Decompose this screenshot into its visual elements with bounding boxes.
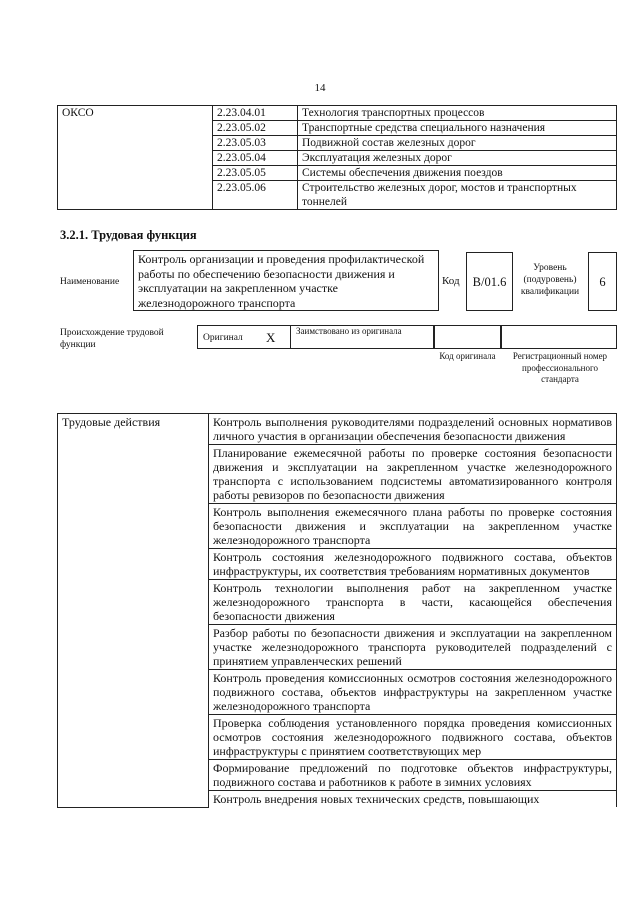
labor-action: Контроль состояния железнодорожного подвижного состава, объектов инфраструктуры, их соответствия требованиям нормативных документов bbox=[209, 549, 617, 580]
original-code-caption: Код оригинала bbox=[439, 351, 496, 361]
okso-code: 2.23.05.04 bbox=[213, 151, 298, 166]
labor-action: Разбор работы по безопасности движения и эксплуатации на закрепленном участке железнодорожного транспорта руководителей подразделений с принятием управленческих решений bbox=[209, 625, 617, 670]
original-code-box bbox=[434, 325, 501, 349]
reg-number-caption: Регистрационный номер профессионального стандарта bbox=[512, 351, 608, 384]
okso-code: 2.23.05.05 bbox=[213, 166, 298, 181]
labor-action: Проверка соблюдения установленного порядка проведения комиссионных осмотров состояния железнодорожного подвижного состава, объектов инфраструктуры с принятием соответствующих мер bbox=[209, 715, 617, 760]
labor-action: Контроль выполнения руководителями подразделений основных нормативов личного участия в организации обеспечения безопасности движения bbox=[209, 414, 617, 445]
table-row bbox=[58, 106, 617, 121]
okso-name: Транспортные средства специального назначения bbox=[298, 121, 617, 136]
okso-code: 2.23.04.01 bbox=[213, 106, 298, 121]
original-mark: X bbox=[266, 330, 276, 345]
okso-name: Системы обеспечения движения поездов bbox=[298, 166, 617, 181]
okso-name: Строительство железных дорог, мостов и транспортных тоннелей bbox=[298, 181, 617, 210]
okso-code: 2.23.05.06 bbox=[213, 181, 298, 210]
okso-table bbox=[57, 105, 617, 210]
reg-number-box bbox=[501, 325, 617, 349]
section-title: 3.2.1. Трудовая функция bbox=[60, 228, 197, 242]
okso-code: 2.23.05.02 bbox=[213, 121, 298, 136]
level-value: 6 bbox=[588, 252, 617, 311]
okso-name: Подвижной состав железных дорог bbox=[298, 136, 617, 151]
function-name: Контроль организации и проведения профилактической работы по обеспечению безопасности движения и эксплуатации на закрепленном участке железнодорожного транспорта bbox=[133, 250, 439, 311]
okso-code: 2.23.05.03 bbox=[213, 136, 298, 151]
original-label: Оригинал bbox=[203, 333, 243, 343]
origin-label: Происхождение трудовой функции bbox=[60, 328, 164, 350]
labor-action: Контроль внедрения новых технических средств, повышающих bbox=[209, 791, 617, 808]
okso-name: Технология транспортных процессов bbox=[298, 106, 617, 121]
labor-action: Планирование ежемесячной работы по проверке состояния безопасности движения и эксплуатации на закрепленном участке железнодорожного транспорта с использованием подсистемы автоматизированного контроля работы ревизоров по безопасности движения bbox=[209, 445, 617, 504]
borrowed-label: Заимствовано из оригинала bbox=[296, 326, 402, 336]
labor-action: Формирование предложений по подготовке объектов инфраструктуры, подвижного состава и работников к работе в зимних условиях bbox=[209, 760, 617, 791]
divider bbox=[290, 325, 291, 349]
level-label: Уровень (подуровень) квалификации bbox=[520, 263, 580, 297]
name-label: Наименование bbox=[60, 277, 120, 287]
table-row bbox=[58, 414, 617, 445]
labor-action: Контроль технологии выполнения работ на закрепленном участке железнодорожного транспорта в части, касающейся обеспечения безопасности движения bbox=[209, 580, 617, 625]
labor-action: Контроль проведения комиссионных осмотров состояния железнодорожного подвижного состава, объектов инфраструктуры на закрепленном участке железнодорожного транспорта bbox=[209, 670, 617, 715]
function-code: B/01.6 bbox=[466, 252, 513, 311]
labor-actions-table bbox=[57, 413, 617, 808]
code-label: Код bbox=[442, 275, 460, 287]
labor-actions-label: Трудовые действия bbox=[58, 414, 209, 808]
page-number: 14 bbox=[314, 82, 326, 94]
labor-action: Контроль выполнения ежемесячного плана работы по проверке состояния безопасности движения и эксплуатации на закрепленном участке железнодорожного транспорта bbox=[209, 504, 617, 549]
okso-label: ОКСО bbox=[58, 106, 213, 210]
okso-name: Эксплуатация железных дорог bbox=[298, 151, 617, 166]
